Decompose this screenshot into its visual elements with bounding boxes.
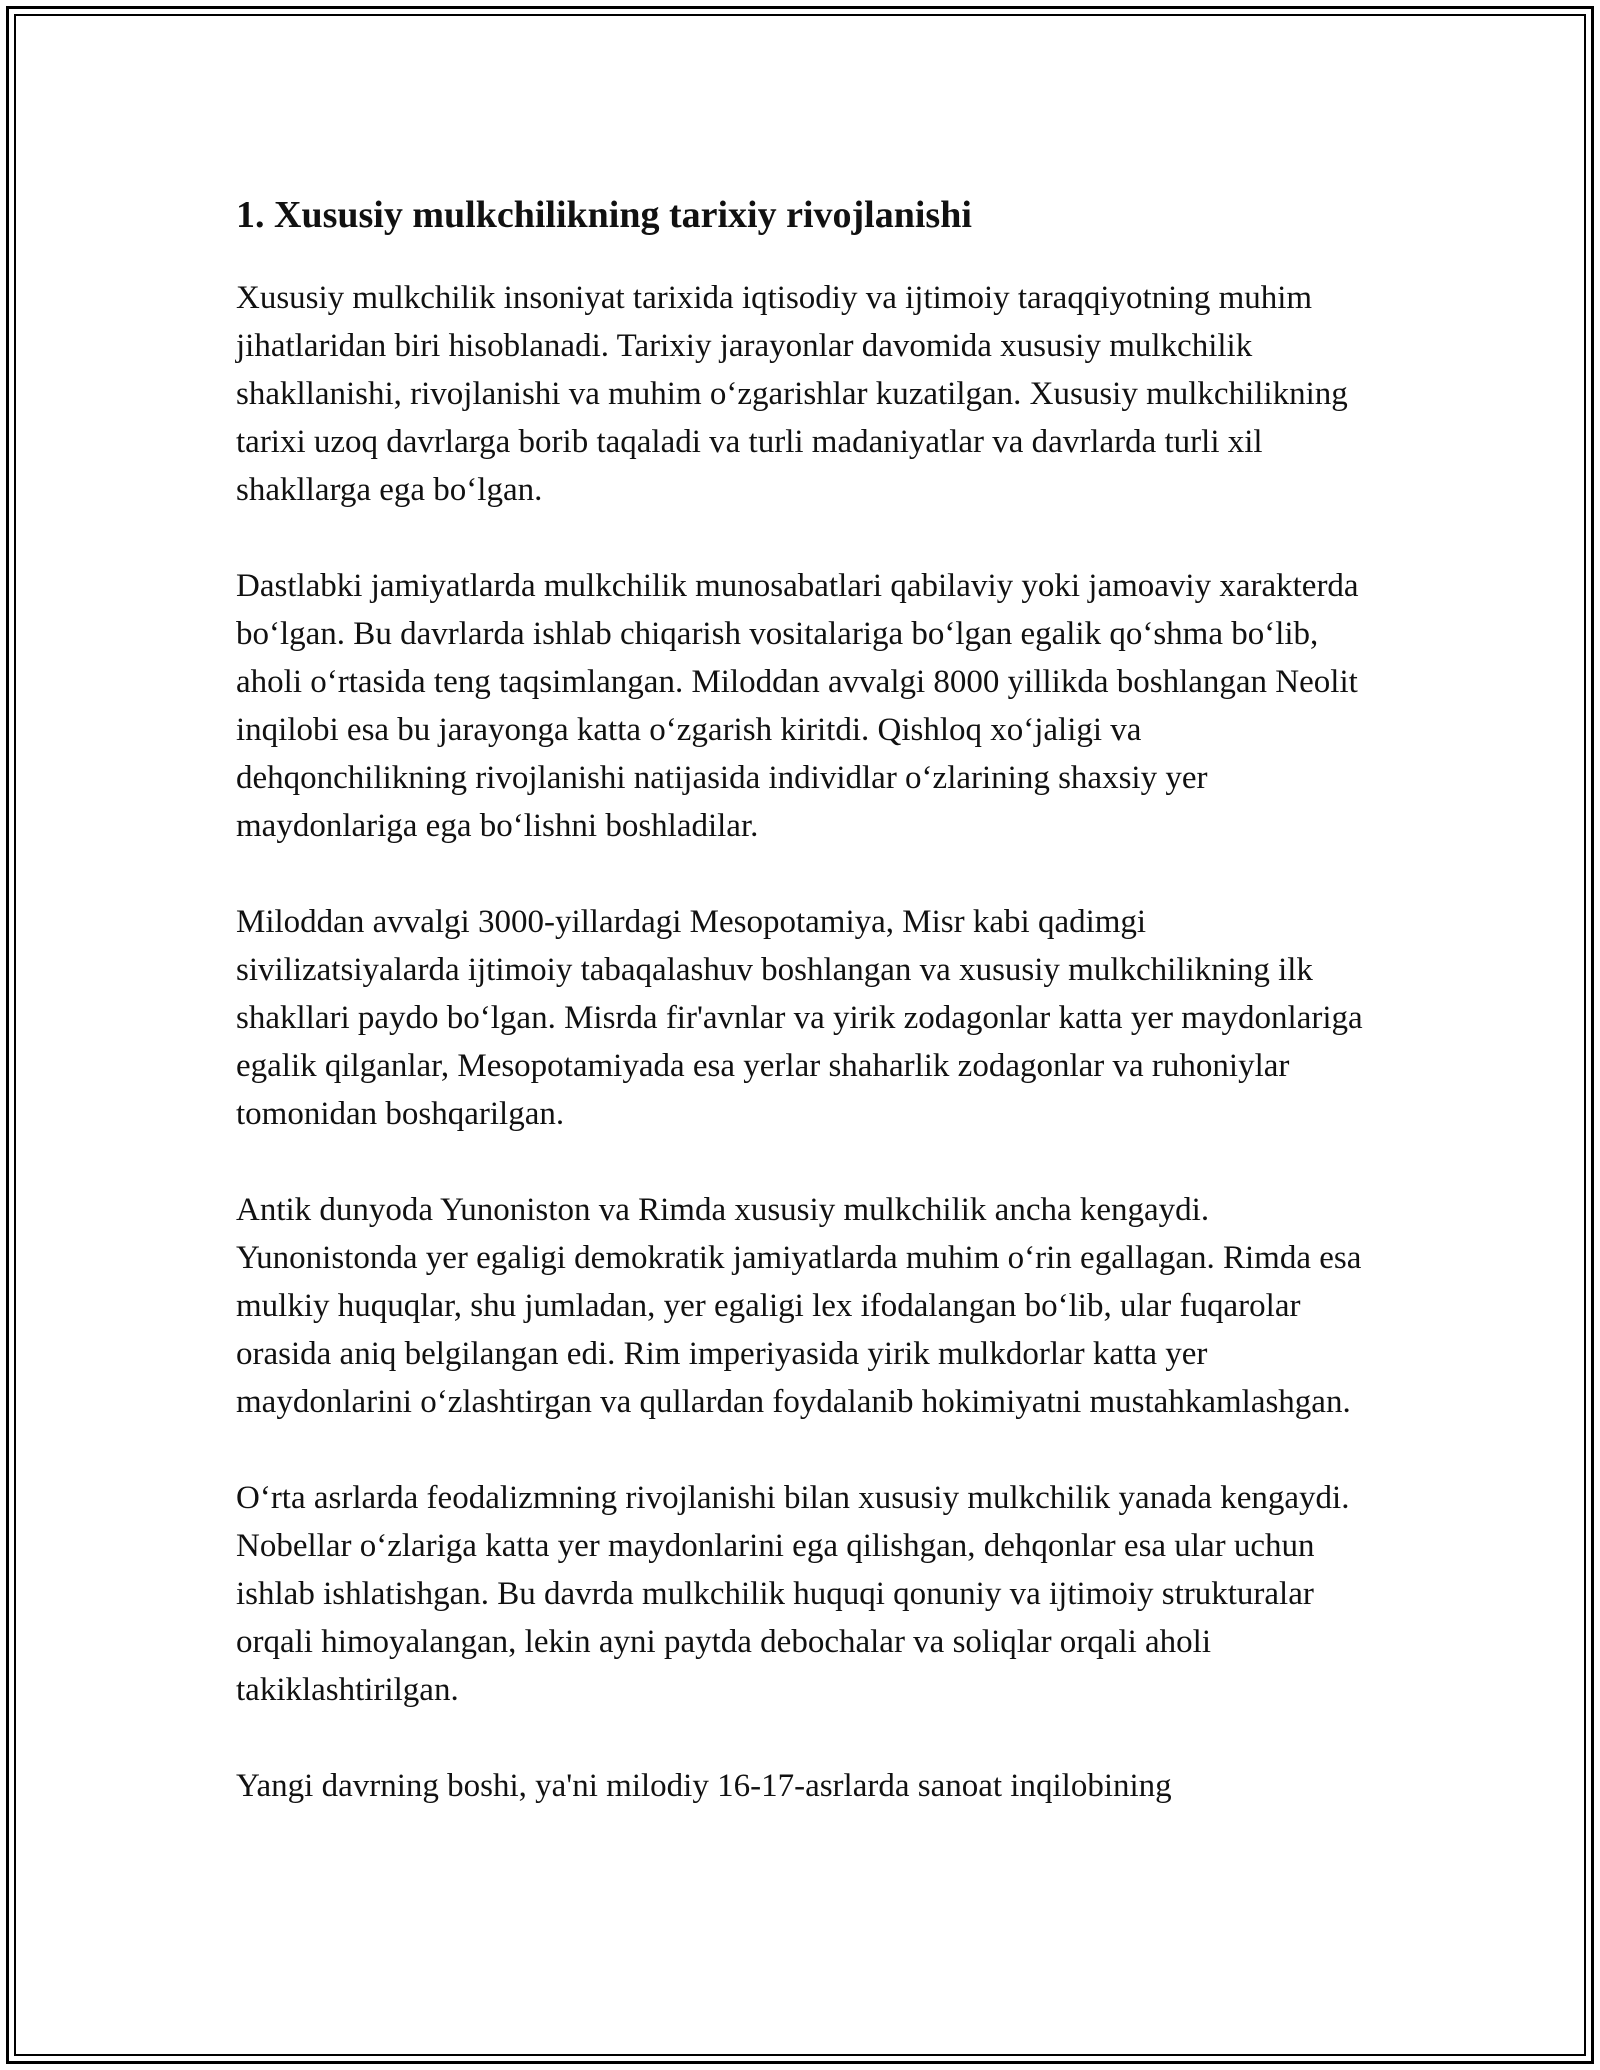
paragraph-2: Dastlabki jamiyatlarda mulkchilik munosabatlari qabilaviy yoki jamoaviy xarakterda bo‘lgan. Bu davrlarda ishlab chiqarish vositalariga bo‘lgan egalik qo‘shma bo‘lib, aholi o‘rtasida teng taqsimlangan. Miloddan avvalgi 8000 yillikda boshlangan Neolit inqilobi esa bu jarayonga katta o‘zgarish kiritdi. Qishloq xo‘jaligi va dehqonchilikning rivojlanishi natijasida individlar o‘zlarining shaxsiy yer maydonlariga ega bo‘lishni boshladilar. xyxy=(236,568,1359,844)
paragraph-6: Yangi davrning boshi, ya'ni milodiy 16-17-asrlarda sanoat inqilobining xyxy=(236,1768,1172,1804)
section-heading: 1. Xususiy mulkchilikning tarixiy rivojlanishi xyxy=(236,194,972,236)
paragraph-4: Antik dunyoda Yunoniston va Rimda xususiy mulkchilik ancha kengaydi. Yunonistonda yer egaligi demokratik jamiyatlarda muhim o‘rin egallagan. Rimda esa mulkiy huquqlar, shu jumladan, yer egaligi lex ifodalangan bo‘lib, ular fuqarolar orasida aniq belgilangan edi. Rim imperiyasida yirik mulkdorlar katta yer maydonlarini o‘zlashtirgan va qullardan foydalanib hokimiyatni mustahkamlashgan. xyxy=(236,1192,1362,1420)
paragraph-1: Xususiy mulkchilik insoniyat tarixida iqtisodiy va ijtimoiy taraqqiyotning muhim jihatlaridan biri hisoblanadi. Tarixiy jarayonlar davomida xususiy mulkchilik shakllanishi, rivojlanishi va muhim o‘zgarishlar kuzatilgan. Xususiy mulkchilikning tarixi uzoq davrlarga borib taqaladi va turli madaniyatlar va davrlarda turli xil shakllarga ega bo‘lgan. xyxy=(236,280,1348,508)
document-body xyxy=(236,186,1376,1858)
paragraph-3: Miloddan avvalgi 3000-yillardagi Mesopotamiya, Misr kabi qadimgi sivilizatsiyalarda ijtimoiy tabaqalashuv boshlangan va xususiy mulkchilikning ilk shakllari paydo bo‘lgan. Misrda fir'avnlar va yirik zodagonlar katta yer maydonlariga egalik qilganlar, Mesopotamiyada esa yerlar shaharlik zodagonlar va ruhoniylar tomonidan boshqarilgan. xyxy=(236,904,1363,1132)
paragraph-5: O‘rta asrlarda feodalizmning rivojlanishi bilan xususiy mulkchilik yanada kengaydi. Nobellar o‘zlariga katta yer maydonlarini ega qilishgan, dehqonlar esa ular uchun ishlab ishlatishgan. Bu davrda mulkchilik huquqi qonuniy va ijtimoiy strukturalar orqali himoyalangan, lekin ayni paytda debochalar va soliqlar orqali aholi takiklashtirilgan. xyxy=(236,1480,1350,1708)
